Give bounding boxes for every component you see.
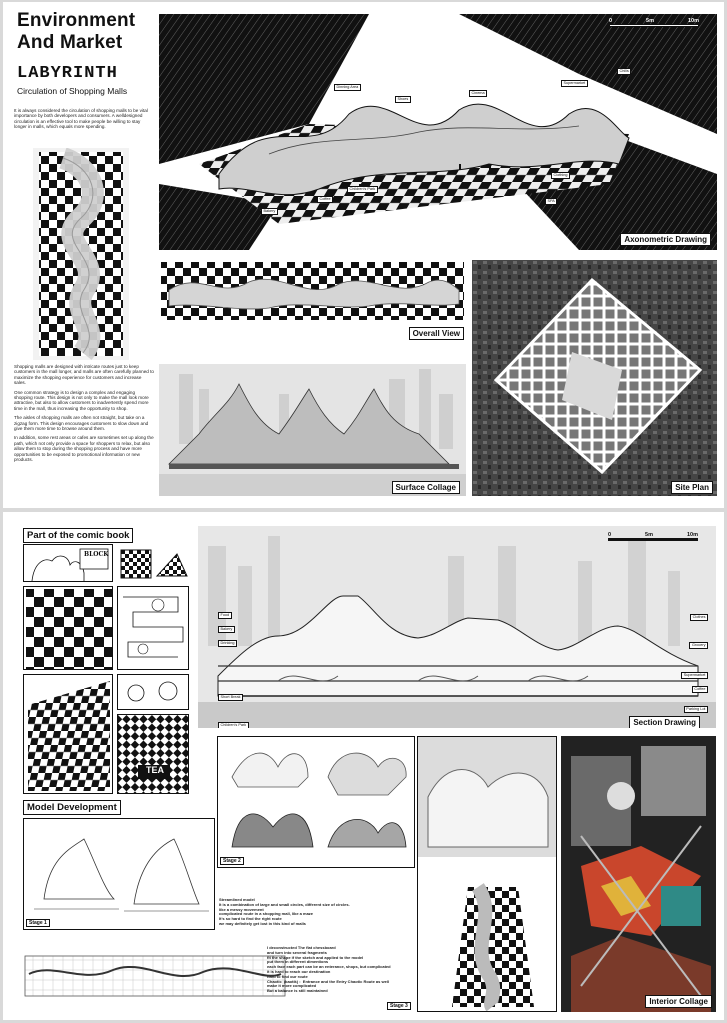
scale-bar — [609, 18, 699, 27]
note-line: It's so hard to find the right route — [219, 916, 282, 922]
scale-0: 0 — [609, 18, 613, 24]
stage-2-model-panel — [217, 736, 415, 868]
axo-tag: Coffee — [317, 196, 333, 203]
title-line-1: Environment — [17, 10, 136, 31]
section-tag: Drinking — [218, 640, 237, 647]
site-plan — [472, 260, 717, 496]
scale-5m: 5m — [645, 532, 653, 538]
stage-3-label: Stage 3 — [387, 1002, 411, 1010]
site-plan-image — [472, 260, 717, 496]
note-line: Streamlined model — [219, 897, 255, 902]
axo-tag: Dinning Area — [334, 84, 361, 91]
comic-board-sketch — [117, 546, 189, 582]
section-tag: Food — [218, 612, 232, 619]
chessboard-sketch — [24, 587, 113, 670]
body-paragraph: Shopping malls are designed with intricate routes just to keep customers in the mall longer, and malls are often carefully planned to maximize the shopping experience for customers and increase sales. — [14, 364, 154, 386]
subtitle: Circulation of Shopping Malls — [17, 86, 128, 96]
perspective-board-sketch — [24, 675, 113, 794]
comic-panel-faces — [117, 674, 189, 710]
stage-1-sketch-panel — [23, 818, 215, 930]
stage-3-models — [418, 737, 557, 1012]
note-line: fit the shape if the sketch and applied to the model — [267, 954, 364, 960]
note-line: it is hard to reach our destination — [267, 968, 331, 974]
section-tag: Children's Park — [218, 722, 249, 728]
comic-word-block: BLOCK — [84, 551, 109, 558]
intro-text: It is always considered the circulation of shopping malls to be vital importance by both developers and consumers. A welldesigned circulation is an effective tool to make people be willing to stay longer in malls, which equals more spending. — [14, 108, 148, 130]
heading-comic-book: Part of the comic book — [23, 528, 133, 543]
comic-panel-block — [23, 544, 113, 582]
body-paragraph: In addition, some rest areas or cafes are sometimes set up along the path, which not only provide a space for shoppers to relax, but also allow them to stop during the shopping process and have more opportunities to be exposed to promotional information or new products. — [14, 435, 154, 463]
comic-panel-maze — [117, 586, 189, 670]
label-axonometric: Axonometric Drawing — [620, 233, 711, 246]
note-line: make it more complicated — [267, 983, 317, 989]
label-section-drawing: Section Drawing — [629, 716, 700, 728]
label-interior-collage: Interior Collage — [645, 995, 712, 1008]
note-line: we may definitely get lost in this kind of malls — [219, 920, 306, 926]
section-tag: Clothes — [690, 614, 708, 621]
axo-tag: Supermarket — [561, 80, 588, 87]
axo-tag: SPA — [545, 198, 557, 205]
axo-tag: Shoes — [395, 96, 411, 103]
scale-10m: 10m — [686, 532, 698, 538]
section-tag: Supermarket — [681, 672, 708, 679]
axo-tag: Children's Park — [347, 186, 378, 193]
section-tag: Short Break — [218, 694, 243, 701]
sheet-environment-and-market — [3, 2, 724, 508]
axo-tag: Clothing — [551, 172, 570, 179]
note-line: like a messy movement — [219, 906, 264, 912]
section-drawing — [198, 526, 716, 728]
sheet-comic-and-models — [3, 512, 724, 1020]
comic-panel-board — [117, 546, 189, 582]
section-tag: Coffee — [692, 686, 708, 693]
axo-tag: Chilis — [617, 68, 631, 75]
stage-2-notes — [219, 898, 415, 927]
axo-tag: Bakery — [261, 208, 278, 215]
note-line: It is a combination of large and small circles, different size of circles. — [219, 901, 350, 907]
stage-1-label: Stage 1 — [26, 919, 50, 927]
section-tag: Parking Lot — [684, 706, 708, 713]
axo-tag: Cinema — [469, 90, 487, 97]
heading-model-development: Model Development — [23, 800, 121, 815]
stage-3-notes — [267, 946, 415, 994]
comic-panel-tea — [117, 714, 189, 794]
scale-0: 0 — [608, 532, 612, 538]
body-text — [14, 364, 154, 463]
comic-panel-perspective-board — [23, 674, 113, 794]
interior-collage-image — [561, 736, 716, 1012]
label-surface-collage: Surface Collage — [392, 481, 460, 494]
faces-sketch — [118, 675, 189, 710]
title-block — [17, 10, 135, 54]
note-line: But a balance is still maintained — [267, 988, 328, 994]
axonometric-drawing — [159, 14, 717, 250]
note-line: each face each part can be an enterance, shops, but complicated — [267, 964, 391, 970]
note-line: put them in different dimentions — [267, 959, 329, 965]
axonometric-image — [159, 14, 717, 250]
label-site-plan: Site Plan — [671, 481, 713, 494]
comic-panel-chessboard — [23, 586, 113, 670]
scale-10m: 10m — [687, 18, 699, 24]
section-scale-bar — [608, 532, 698, 541]
section-image — [198, 526, 716, 728]
stage-2-models — [218, 737, 415, 868]
stage-2-label: Stage 2 — [220, 857, 244, 865]
interior-collage — [561, 736, 716, 1012]
label-overall-view: Overall View — [409, 327, 464, 340]
surface-collage — [159, 364, 466, 496]
note-line: I deconstructed The flat chessboard — [267, 945, 336, 950]
overall-view — [159, 260, 466, 340]
stage-1-sketch — [24, 819, 215, 930]
comic-word-tea: TEA — [146, 765, 164, 775]
section-tag: Bakery — [218, 626, 235, 633]
overall-view-image — [159, 260, 466, 326]
note-line: and turn into several fragments — [267, 949, 327, 955]
body-paragraph: The aisles of shopping malls are often not straight, but take on a zigzag form. This design encourages customers to slow down and give them more time to browse around them. — [14, 415, 149, 432]
note-line: Chaotic (kaotik) : Entrance and the Entry Chaotic Route as well — [267, 978, 390, 984]
stage-3-model-panel — [417, 736, 557, 1012]
title-labyrinth: LABYRINTH — [17, 64, 118, 83]
model-photo-vertical — [33, 148, 129, 360]
note-line: complicated route in a shopping mall, like a maze — [219, 911, 314, 917]
body-paragraph: One common strategy is to design a complex and engaging shopping route. This design is not only to make the mall look more attractive, but also to allow customers to inadvertently spend more time in the mall, thus increasing the opportunity to shop. — [14, 389, 149, 411]
note-line: hard to find our route — [267, 973, 308, 979]
maze-sketch — [118, 587, 189, 670]
surface-collage-image — [159, 364, 466, 496]
section-tag: Grocery — [689, 642, 708, 649]
title-line-2: And Market — [17, 32, 123, 53]
scale-5m: 5m — [646, 18, 654, 24]
tea-sketch — [118, 715, 189, 794]
checker-model-image — [33, 148, 129, 360]
